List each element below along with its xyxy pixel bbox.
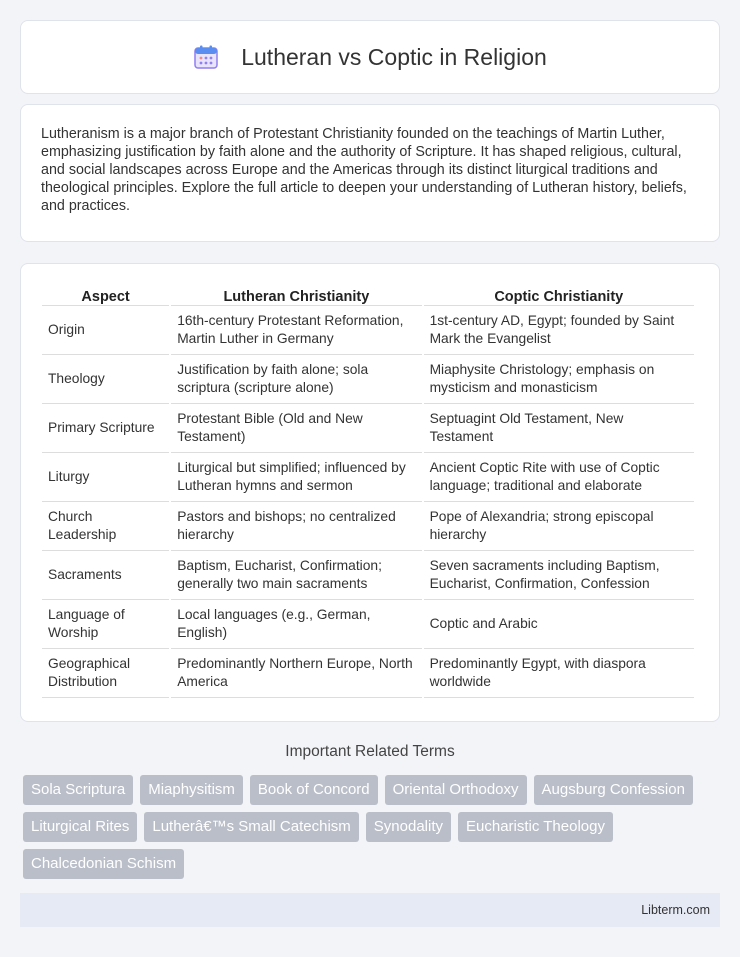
column-header: Coptic Christianity xyxy=(424,286,694,306)
related-terms-list xyxy=(23,775,723,886)
calendar-icon xyxy=(193,44,219,70)
page-title: Lutheran vs Coptic in Religion xyxy=(241,43,547,70)
table-row xyxy=(42,306,694,355)
related-term-tag[interactable]: Book of Concord xyxy=(250,775,378,805)
table-cell: Primary Scripture xyxy=(42,404,169,453)
table-cell: Sacraments xyxy=(42,551,169,600)
footer xyxy=(20,893,720,927)
table-cell: Miaphysite Christology; emphasis on mysticism and monasticism xyxy=(424,355,694,404)
related-term-tag[interactable]: Augsburg Confession xyxy=(534,775,693,805)
table-cell: Church Leadership xyxy=(42,502,169,551)
table-cell: Origin xyxy=(42,306,169,355)
comparison-table xyxy=(40,286,696,698)
table-cell: 16th-century Protestant Reformation, Martin Luther in Germany xyxy=(171,306,421,355)
related-term-tag[interactable]: Miaphysitism xyxy=(140,775,243,805)
table-cell: Coptic and Arabic xyxy=(424,600,694,649)
table-cell: Ancient Coptic Rite with use of Coptic language; traditional and elaborate xyxy=(424,453,694,502)
related-term-tag[interactable]: Chalcedonian Schism xyxy=(23,849,184,879)
related-term-tag[interactable]: Liturgical Rites xyxy=(23,812,137,842)
comparison-card xyxy=(20,263,720,722)
table-cell: Seven sacraments including Baptism, Eucharist, Confirmation, Confession xyxy=(424,551,694,600)
table-row xyxy=(42,355,694,404)
intro-text: Lutheranism is a major branch of Protestant Christianity founded on the teachings of Martin Luther, emphasizing justification by faith alone and the authority of Scripture. It has shaped religious, cultural, and social landscapes across Europe and the Americas through its distinct liturgical traditions and theological principles. Explore the full article to deepen your understanding of Lutheran history, beliefs, and practices. xyxy=(41,126,687,214)
intro-card xyxy=(20,104,720,242)
table-row xyxy=(42,600,694,649)
table-cell: Geographical Distribution xyxy=(42,649,169,698)
table-header-row xyxy=(42,286,694,306)
table-cell: Pope of Alexandria; strong episcopal hierarchy xyxy=(424,502,694,551)
table-row xyxy=(42,551,694,600)
table-cell: Pastors and bishops; no centralized hierarchy xyxy=(171,502,421,551)
table-row xyxy=(42,649,694,698)
table-cell: Language of Worship xyxy=(42,600,169,649)
header-card xyxy=(20,20,720,94)
table-cell: Predominantly Northern Europe, North America xyxy=(171,649,421,698)
column-header: Lutheran Christianity xyxy=(171,286,421,306)
table-cell: Liturgy xyxy=(42,453,169,502)
related-term-tag[interactable]: Oriental Orthodoxy xyxy=(385,775,527,805)
related-term-tag[interactable]: Synodality xyxy=(366,812,451,842)
table-row xyxy=(42,404,694,453)
footer-site-link[interactable]: Libterm.com xyxy=(641,903,710,917)
column-header: Aspect xyxy=(42,286,169,306)
related-terms-title: Important Related Terms xyxy=(285,743,455,760)
related-term-tag[interactable]: Lutherâ€™s Small Catechism xyxy=(144,812,358,842)
table-cell: Liturgical but simplified; influenced by Lutheran hymns and sermon xyxy=(171,453,421,502)
table-cell: 1st-century AD, Egypt; founded by Saint Mark the Evangelist xyxy=(424,306,694,355)
table-cell: Justification by faith alone; sola scriptura (scripture alone) xyxy=(171,355,421,404)
related-term-tag[interactable]: Eucharistic Theology xyxy=(458,812,613,842)
table-row xyxy=(42,502,694,551)
table-cell: Protestant Bible (Old and New Testament) xyxy=(171,404,421,453)
related-term-tag[interactable]: Sola Scriptura xyxy=(23,775,133,805)
table-cell: Theology xyxy=(42,355,169,404)
table-cell: Baptism, Eucharist, Confirmation; generally two main sacraments xyxy=(171,551,421,600)
table-cell: Predominantly Egypt, with diaspora worldwide xyxy=(424,649,694,698)
table-row xyxy=(42,453,694,502)
table-cell: Septuagint Old Testament, New Testament xyxy=(424,404,694,453)
table-cell: Local languages (e.g., German, English) xyxy=(171,600,421,649)
